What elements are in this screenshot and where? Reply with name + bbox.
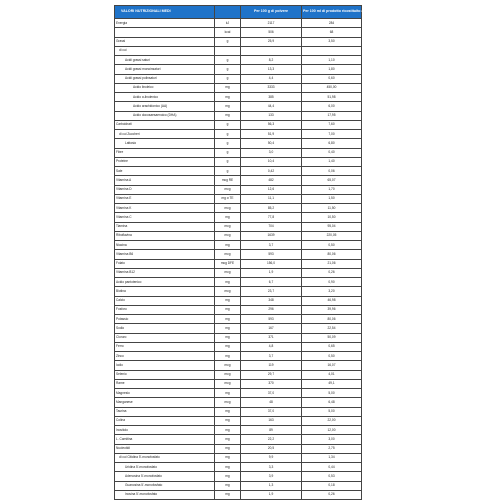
table-row xyxy=(115,453,362,462)
unit-cell: kJ xyxy=(215,19,241,28)
per-100ml-cell: 1,34 xyxy=(302,453,362,462)
nutrient-name-cell: Vitamina B6 xyxy=(115,250,215,259)
per-100g-cell: 0,42 xyxy=(241,167,302,176)
unit-cell: mcg xyxy=(215,204,241,213)
per-100g-cell: 3,7 xyxy=(241,352,302,361)
unit-cell: g xyxy=(215,157,241,166)
table-row xyxy=(115,139,362,148)
per-100ml-cell: 0,18 xyxy=(302,481,362,490)
per-100g-cell: 77,8 xyxy=(241,213,302,222)
nutrient-name-cell: Vitamina C xyxy=(115,213,215,222)
nutrient-name-cell: Cloruro xyxy=(115,333,215,342)
table-row xyxy=(115,56,362,65)
nutrient-name-cell: Adenosina 5'-monofosfato xyxy=(115,472,215,481)
header-per-100ml: Per 100 ml di prodotto ricostituito al 13,0% p/v xyxy=(302,6,362,19)
per-100g-cell: 37,0 xyxy=(241,407,302,416)
unit-cell: mg xyxy=(215,315,241,324)
nutrient-name-cell: Acido linoleico xyxy=(115,83,215,92)
table-row xyxy=(115,185,362,194)
table-row xyxy=(115,259,362,268)
unit-cell: mg xyxy=(215,93,241,102)
unit-cell xyxy=(215,46,241,55)
nutrient-name-cell: Biotina xyxy=(115,287,215,296)
per-100ml-cell: 6,00 xyxy=(302,102,362,111)
nutrient-name-cell: Folato xyxy=(115,259,215,268)
unit-cell: mcg xyxy=(215,250,241,259)
per-100ml-cell: 450,00 xyxy=(302,83,362,92)
table-row xyxy=(115,379,362,388)
table-row xyxy=(115,416,362,425)
table-row xyxy=(115,222,362,231)
per-100g-cell: 11,1 xyxy=(241,194,302,203)
unit-cell: mg xyxy=(215,389,241,398)
table-row xyxy=(115,250,362,259)
unit-cell: g xyxy=(215,120,241,129)
per-100ml-cell: 5,00 xyxy=(302,389,362,398)
nutrient-name-cell: Nucleotidi xyxy=(115,444,215,453)
per-100g-cell: 10,4 xyxy=(241,157,302,166)
per-100ml-cell: 65,07 xyxy=(302,176,362,185)
nutrient-name-cell: Acido α-linolenico xyxy=(115,93,215,102)
nutrient-name-cell: Energia xyxy=(115,19,215,28)
per-100ml-cell: 16,07 xyxy=(302,361,362,370)
table-row xyxy=(115,102,362,111)
per-100g-cell: 385 xyxy=(241,93,302,102)
nutrition-table-body xyxy=(115,19,362,500)
unit-cell: mg xyxy=(215,111,241,120)
unit-cell: mcg DFE xyxy=(215,259,241,268)
nutrient-name-cell: Proteine xyxy=(115,157,215,166)
per-100ml-cell: 0,26 xyxy=(302,268,362,277)
per-100g-cell: 37,0 xyxy=(241,389,302,398)
per-100ml-cell: 80,06 xyxy=(302,250,362,259)
nutrient-name-cell: Iodio xyxy=(115,361,215,370)
nutrient-name-cell: Manganese xyxy=(115,398,215,407)
per-100g-cell: 371 xyxy=(241,333,302,342)
unit-cell: mcg RE xyxy=(215,176,241,185)
unit-cell: kcal xyxy=(215,28,241,37)
nutrient-name-cell: Vitamina B12 xyxy=(115,268,215,277)
nutrient-name-cell: Riboflavina xyxy=(115,231,215,240)
unit-cell: mg xyxy=(215,426,241,435)
per-100g-cell: 4,8 xyxy=(241,342,302,351)
per-100ml-cell: 0,26 xyxy=(302,490,362,499)
per-100ml-cell: 0,90 xyxy=(302,278,362,287)
nutrient-name-cell: Guanosina 5'-monofosfato xyxy=(115,481,215,490)
table-row xyxy=(115,157,362,166)
unit-cell: mg xyxy=(215,453,241,462)
per-100g-cell: 296 xyxy=(241,305,302,314)
unit-cell: mcg xyxy=(215,398,241,407)
header-unit xyxy=(215,6,241,19)
table-row xyxy=(115,305,362,314)
nutrient-name-cell: Uridina 5'-monofosfato xyxy=(115,463,215,472)
per-100g-cell: 89 xyxy=(241,426,302,435)
table-row xyxy=(115,352,362,361)
table-row xyxy=(115,28,362,37)
per-100ml-cell: 3,20 xyxy=(302,287,362,296)
unit-cell: mg xyxy=(215,342,241,351)
unit-cell: g xyxy=(215,139,241,148)
unit-cell: mg xyxy=(215,444,241,453)
nutrient-name-cell: Lattosio xyxy=(115,139,215,148)
nutrient-name-cell: Tiamina xyxy=(115,222,215,231)
table-row xyxy=(115,194,362,203)
nutrient-name-cell: di cui xyxy=(115,46,215,55)
table-row xyxy=(115,268,362,277)
per-100ml-cell: 3,00 xyxy=(302,435,362,444)
per-100ml-cell: 1,80 xyxy=(302,65,362,74)
unit-cell: mg xyxy=(215,333,241,342)
table-row xyxy=(115,46,362,55)
table-row xyxy=(115,241,362,250)
unit-cell: mcg xyxy=(215,361,241,370)
table-row xyxy=(115,167,362,176)
per-100g-cell: 370 xyxy=(241,379,302,388)
per-100g-cell: 156,0 xyxy=(241,259,302,268)
nutrient-name-cell: Vitamina D xyxy=(115,185,215,194)
unit-cell: mcg xyxy=(215,185,241,194)
nutrient-name-cell: Zinco xyxy=(115,352,215,361)
per-100ml-cell: 284 xyxy=(302,19,362,28)
per-100ml-cell: 0,53 xyxy=(302,472,362,481)
per-100g-cell: 44,4 xyxy=(241,102,302,111)
unit-cell: mcg xyxy=(215,231,241,240)
per-100g-cell: 506 xyxy=(241,28,302,37)
per-100ml-cell: 0,50 xyxy=(302,241,362,250)
unit-cell: mcg xyxy=(215,379,241,388)
per-100g-cell: 3,3 xyxy=(241,463,302,472)
per-100ml-cell: 39,96 xyxy=(302,305,362,314)
table-row xyxy=(115,472,362,481)
header-per-100g: Per 100 g di polvere xyxy=(241,6,302,19)
unit-cell: g xyxy=(215,56,241,65)
per-100g-cell: 20,5 xyxy=(241,444,302,453)
nutrient-name-cell: Acido docosaesaenoico (DHA) xyxy=(115,111,215,120)
unit-cell: mg xyxy=(215,472,241,481)
nutrient-name-cell: Vitamina A xyxy=(115,176,215,185)
per-100ml-cell: 220,05 xyxy=(302,231,362,240)
nutrient-name-cell: Sale xyxy=(115,167,215,176)
table-row xyxy=(115,111,362,120)
unit-cell: mg xyxy=(215,305,241,314)
unit-cell: g xyxy=(215,37,241,46)
nutrient-name-cell: Vitamina K xyxy=(115,204,215,213)
nutrient-name-cell: Fibre xyxy=(115,148,215,157)
nutrient-name-cell: Colina xyxy=(115,416,215,425)
per-100g-cell: 2117 xyxy=(241,19,302,28)
table-row xyxy=(115,463,362,472)
unit-cell: mg xyxy=(215,407,241,416)
nutrient-name-cell: Carboidrati xyxy=(115,120,215,129)
unit-cell: mcg xyxy=(215,370,241,379)
nutrient-name-cell: di cui Zuccheri xyxy=(115,130,215,139)
per-100ml-cell: 68 xyxy=(302,28,362,37)
per-100ml-cell: 7,60 xyxy=(302,120,362,129)
per-100g-cell: 9,9 xyxy=(241,453,302,462)
unit-cell: mg xyxy=(215,213,241,222)
per-100ml-cell: 2,75 xyxy=(302,444,362,453)
per-100g-cell: 133 xyxy=(241,111,302,120)
per-100ml-cell: 51,98 xyxy=(302,93,362,102)
per-100ml-cell: 1,70 xyxy=(302,185,362,194)
per-100ml-cell: 12,00 xyxy=(302,426,362,435)
table-row xyxy=(115,444,362,453)
table-row xyxy=(115,120,362,129)
table-row xyxy=(115,176,362,185)
table-row xyxy=(115,65,362,74)
per-100ml-cell: 46,98 xyxy=(302,296,362,305)
per-100ml-cell: 1,10 xyxy=(302,56,362,65)
nutrient-name-cell: Calcio xyxy=(115,296,215,305)
table-row xyxy=(115,74,362,83)
nutrient-name-cell: Inosina 5'-monofosfato xyxy=(115,490,215,499)
per-100ml-cell: 17,95 xyxy=(302,111,362,120)
per-100ml-cell: 0,40 xyxy=(302,148,362,157)
per-100ml-cell: 49,1 xyxy=(302,379,362,388)
unit-cell: mg xyxy=(215,416,241,425)
table-row xyxy=(115,315,362,324)
table-row xyxy=(115,370,362,379)
table-row xyxy=(115,389,362,398)
per-100ml-cell: 21,06 xyxy=(302,259,362,268)
nutrition-table-header xyxy=(115,6,382,19)
per-100g-cell: 50,4 xyxy=(241,139,302,148)
per-100ml-cell: 7,00 xyxy=(302,130,362,139)
per-100ml-cell: 0,50 xyxy=(302,352,362,361)
table-row xyxy=(115,296,362,305)
table-row xyxy=(115,231,362,240)
per-100ml-cell: 3,50 xyxy=(302,37,362,46)
table-row xyxy=(115,407,362,416)
unit-cell: mg xyxy=(215,324,241,333)
table-row xyxy=(115,342,362,351)
per-100ml-cell: 0,44 xyxy=(302,463,362,472)
per-100ml-cell: 6,80 xyxy=(302,139,362,148)
nutrient-name-cell: Taurina xyxy=(115,407,215,416)
unit-cell: mg α TE xyxy=(215,194,241,203)
per-100ml-cell: 0,06 xyxy=(302,167,362,176)
table-row xyxy=(115,213,362,222)
per-100g-cell: 167 xyxy=(241,324,302,333)
per-100ml-cell: 6,48 xyxy=(302,398,362,407)
table-row xyxy=(115,426,362,435)
per-100g-cell: 56,3 xyxy=(241,120,302,129)
per-100g-cell: 1639 xyxy=(241,231,302,240)
table-row xyxy=(115,83,362,92)
table-row xyxy=(115,148,362,157)
table-row xyxy=(115,333,362,342)
nutrient-name-cell: Rame xyxy=(115,379,215,388)
table-row xyxy=(115,204,362,213)
unit-cell: mg xyxy=(215,463,241,472)
unit-cell: g xyxy=(215,167,241,176)
per-100ml-cell xyxy=(302,46,362,55)
nutrient-name-cell: Niacina xyxy=(115,241,215,250)
table-row xyxy=(115,37,362,46)
per-100g-cell: 85,2 xyxy=(241,204,302,213)
nutrient-name-cell: Acido arachidonico (AA) xyxy=(115,102,215,111)
per-100g-cell: 25,9 xyxy=(241,37,302,46)
per-100ml-cell: 22,54 xyxy=(302,324,362,333)
unit-cell: g xyxy=(215,74,241,83)
unit-cell: g xyxy=(215,130,241,139)
per-100g-cell: 348 xyxy=(241,296,302,305)
table-row xyxy=(115,398,362,407)
per-100ml-cell: 95,04 xyxy=(302,222,362,231)
table-row xyxy=(115,278,362,287)
unit-cell: mg xyxy=(215,481,241,490)
unit-cell: mg xyxy=(215,352,241,361)
per-100g-cell: 4,4 xyxy=(241,74,302,83)
unit-cell: mg xyxy=(215,83,241,92)
per-100g-cell: 3,7 xyxy=(241,241,302,250)
unit-cell: mg xyxy=(215,490,241,499)
per-100ml-cell: 10,50 xyxy=(302,213,362,222)
table-row xyxy=(115,93,362,102)
header-nutrient: VALORI NUTRIZIONALI MEDI xyxy=(115,6,215,19)
per-100g-cell: 3,0 xyxy=(241,148,302,157)
per-100ml-cell: 5,00 xyxy=(302,407,362,416)
per-100g-cell: 1,3 xyxy=(241,481,302,490)
per-100g-cell: 593 xyxy=(241,315,302,324)
nutrient-name-cell: Vitamina E xyxy=(115,194,215,203)
per-100ml-cell: 0,65 xyxy=(302,342,362,351)
per-100g-cell: 593 xyxy=(241,250,302,259)
nutrient-name-cell: Sodio xyxy=(115,324,215,333)
nutrient-name-cell: Ferro xyxy=(115,342,215,351)
unit-cell: mg xyxy=(215,241,241,250)
table-row xyxy=(115,287,362,296)
per-100g-cell: 3333 xyxy=(241,83,302,92)
unit-cell: mg xyxy=(215,296,241,305)
per-100g-cell: 119 xyxy=(241,361,302,370)
per-100g-cell: 1,9 xyxy=(241,490,302,499)
per-100g-cell: 29,7 xyxy=(241,370,302,379)
unit-cell: g xyxy=(215,65,241,74)
per-100g-cell: 163 xyxy=(241,416,302,425)
unit-cell: mcg xyxy=(215,268,241,277)
per-100g-cell: 51,9 xyxy=(241,130,302,139)
per-100g-cell: 8,2 xyxy=(241,56,302,65)
nutrient-name-cell: Acidi grassi saturi xyxy=(115,56,215,65)
nutrient-name-cell: Acido pantotenico xyxy=(115,278,215,287)
per-100g-cell: 13,3 xyxy=(241,65,302,74)
nutrient-name-cell: Magnesio xyxy=(115,389,215,398)
table-row xyxy=(115,324,362,333)
nutrient-name-cell: L. Carnitina xyxy=(115,435,215,444)
per-100g-cell: 23,7 xyxy=(241,287,302,296)
nutrient-name-cell: Fosforo xyxy=(115,305,215,314)
unit-cell: mcg xyxy=(215,287,241,296)
table-row xyxy=(115,490,362,499)
nutrient-name-cell xyxy=(115,28,215,37)
nutrient-name-cell: Selenio xyxy=(115,370,215,379)
per-100g-cell: 6,7 xyxy=(241,278,302,287)
per-100g-cell: 22,2 xyxy=(241,435,302,444)
table-row xyxy=(115,130,362,139)
per-100ml-cell: 80,06 xyxy=(302,315,362,324)
per-100ml-cell: 11,50 xyxy=(302,204,362,213)
per-100g-cell: 482 xyxy=(241,176,302,185)
per-100ml-cell: 50,09 xyxy=(302,333,362,342)
nutrient-name-cell: Acidi grassi monoinsaturi xyxy=(115,65,215,74)
nutrition-table xyxy=(114,5,382,500)
table-row xyxy=(115,481,362,490)
per-100ml-cell: 1,50 xyxy=(302,194,362,203)
per-100g-cell xyxy=(241,46,302,55)
unit-cell: mcg xyxy=(215,222,241,231)
nutrient-name-cell: Inositolo xyxy=(115,426,215,435)
per-100g-cell: 48 xyxy=(241,398,302,407)
per-100ml-cell: 4,01 xyxy=(302,370,362,379)
per-100g-cell: 12,6 xyxy=(241,185,302,194)
per-100ml-cell: 22,00 xyxy=(302,416,362,425)
unit-cell: g xyxy=(215,148,241,157)
per-100ml-cell: 0,60 xyxy=(302,74,362,83)
per-100g-cell: 3,9 xyxy=(241,472,302,481)
unit-cell: mg xyxy=(215,278,241,287)
unit-cell: mg xyxy=(215,102,241,111)
nutrient-name-cell: di cui Citidina 5'-monofosfato xyxy=(115,453,215,462)
per-100ml-cell: 1,40 xyxy=(302,157,362,166)
table-row xyxy=(115,19,362,28)
nutrient-name-cell: Grassi xyxy=(115,37,215,46)
table-row xyxy=(115,361,362,370)
per-100g-cell: 1,9 xyxy=(241,268,302,277)
per-100g-cell: 704 xyxy=(241,222,302,231)
nutrient-name-cell: Acidi grassi polinsaturi xyxy=(115,74,215,83)
table-row xyxy=(115,435,362,444)
header-row xyxy=(115,6,362,19)
unit-cell: mg xyxy=(215,435,241,444)
nutrient-name-cell: Potassio xyxy=(115,315,215,324)
